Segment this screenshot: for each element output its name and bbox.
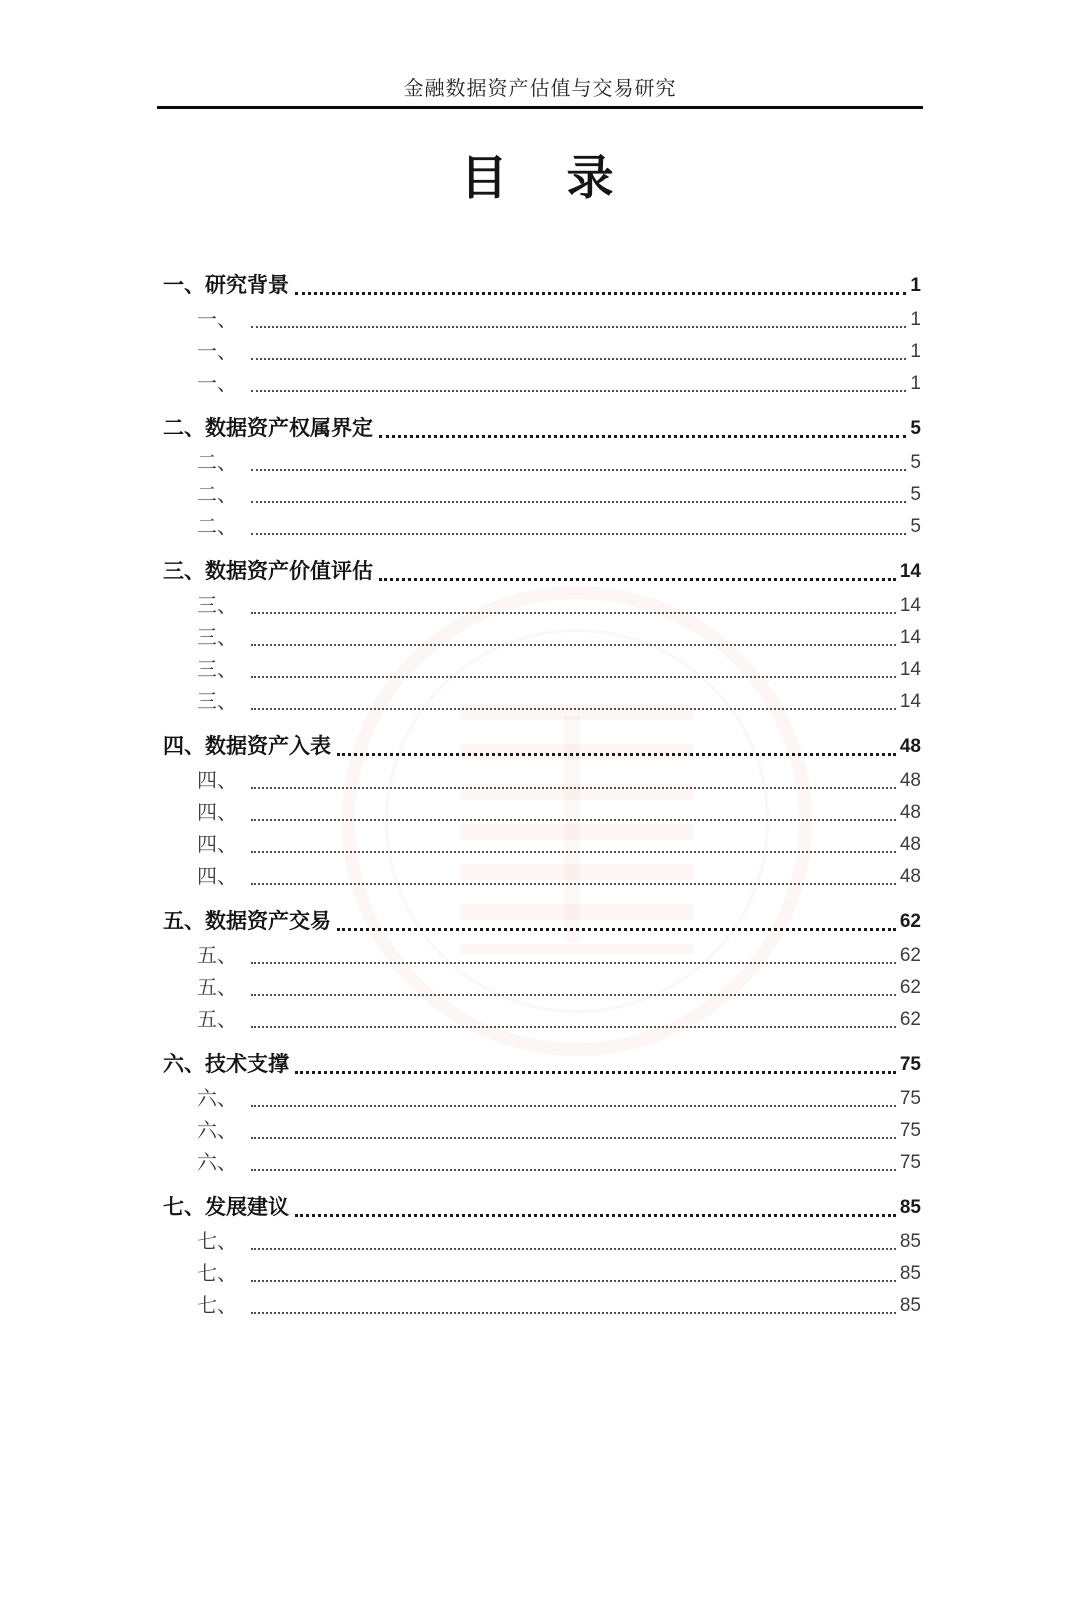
dot-leader <box>251 1248 896 1250</box>
page-title: 目 录 <box>460 151 620 204</box>
toc-item-row <box>163 1147 921 1179</box>
toc-section-page-number: 5 <box>910 418 921 439</box>
dot-leader <box>251 994 896 996</box>
dot-leader <box>295 292 906 295</box>
toc-item-page-number: 85 <box>899 1295 921 1316</box>
toc-item-row <box>163 336 921 368</box>
toc-item-page-number: 85 <box>899 1231 921 1252</box>
toc-item-number: 三、 <box>197 595 237 617</box>
toc-section <box>163 1049 921 1179</box>
toc-item-number: 四、 <box>197 802 237 824</box>
dot-leader <box>295 1071 896 1074</box>
toc-item-number: 六、 <box>197 1120 237 1142</box>
toc-item-number: 七、 <box>197 1231 237 1253</box>
toc-items <box>163 447 921 543</box>
toc-item-number: 二、 <box>197 516 237 538</box>
toc-section-page-number: 14 <box>899 561 921 582</box>
dot-leader <box>295 1214 896 1217</box>
toc-item-number: 四、 <box>197 770 237 792</box>
toc-section-title: 技术支撑 <box>205 1053 289 1076</box>
toc-section-page-number: 75 <box>899 1054 921 1075</box>
toc-item-page-number: 5 <box>910 452 921 473</box>
toc-item-number: 三、 <box>197 659 237 681</box>
toc-section-title: 发展建议 <box>205 1196 289 1219</box>
toc-item-number: 三、 <box>197 691 237 713</box>
toc-section-number: 六、 <box>163 1053 205 1076</box>
toc-section-title: 数据资产权属界定 <box>205 417 373 440</box>
toc-item-number: 六、 <box>197 1088 237 1110</box>
toc-section <box>163 413 921 543</box>
toc-item-page-number: 48 <box>899 802 921 823</box>
toc-item-page-number: 5 <box>910 516 921 537</box>
toc-items <box>163 304 921 400</box>
dot-leader <box>379 435 906 438</box>
toc-item-row <box>163 765 921 797</box>
toc-item-row <box>163 654 921 686</box>
dot-leader <box>251 533 906 535</box>
toc-section-number: 三、 <box>163 560 205 583</box>
toc-items <box>163 590 921 718</box>
toc-section-row <box>163 556 921 588</box>
dot-leader <box>251 708 896 710</box>
toc-item-row <box>163 511 921 543</box>
toc-item-row <box>163 447 921 479</box>
toc-item-page-number: 62 <box>899 977 921 998</box>
toc-item-row <box>163 940 921 972</box>
toc-section-number: 七、 <box>163 1196 205 1219</box>
toc-item-row <box>163 304 921 336</box>
toc-section-title: 数据资产价值评估 <box>205 560 373 583</box>
dot-leader <box>251 676 896 678</box>
toc-item-page-number: 85 <box>899 1263 921 1284</box>
toc-item-row <box>163 797 921 829</box>
dot-leader <box>251 469 906 471</box>
dot-leader <box>251 787 896 789</box>
dot-leader <box>337 753 896 756</box>
toc-item-row <box>163 368 921 400</box>
toc-section-row <box>163 1049 921 1081</box>
toc-item-page-number: 14 <box>899 691 921 712</box>
toc-item-number: 五、 <box>197 977 237 999</box>
toc-section-row <box>163 731 921 763</box>
toc-item-page-number: 5 <box>910 484 921 505</box>
toc-section <box>163 270 921 400</box>
toc-item-row <box>163 479 921 511</box>
toc-section-number: 四、 <box>163 735 205 758</box>
table-of-contents <box>157 270 923 1322</box>
dot-leader <box>251 390 906 392</box>
toc-section-number: 二、 <box>163 417 205 440</box>
dot-leader <box>337 928 896 931</box>
toc-item-number: 一、 <box>197 309 237 331</box>
toc-item-row <box>163 686 921 718</box>
toc-item-page-number: 48 <box>899 866 921 887</box>
dot-leader <box>251 1026 896 1028</box>
dot-leader <box>251 1137 896 1139</box>
toc-section <box>163 731 921 893</box>
toc-item-row <box>163 622 921 654</box>
toc-section-page-number: 62 <box>899 911 921 932</box>
toc-item-number: 四、 <box>197 866 237 888</box>
toc-item-number: 五、 <box>197 945 237 967</box>
toc-item-row <box>163 972 921 1004</box>
toc-item-row <box>163 861 921 893</box>
toc-item-row <box>163 1115 921 1147</box>
toc-item-number: 二、 <box>197 452 237 474</box>
dot-leader <box>251 358 906 360</box>
toc-items <box>163 1083 921 1179</box>
toc-item-page-number: 1 <box>910 309 921 330</box>
dot-leader <box>251 612 896 614</box>
toc-items <box>163 940 921 1036</box>
toc-section-row <box>163 1192 921 1224</box>
toc-item-page-number: 75 <box>899 1088 921 1109</box>
toc-section-page-number: 1 <box>910 275 921 296</box>
document-page <box>0 72 1080 1322</box>
toc-item-number: 一、 <box>197 373 237 395</box>
dot-leader <box>251 644 896 646</box>
toc-item-page-number: 14 <box>899 595 921 616</box>
toc-section-number: 五、 <box>163 910 205 933</box>
toc-item-number: 四、 <box>197 834 237 856</box>
dot-leader <box>251 326 906 328</box>
toc-item-row <box>163 1226 921 1258</box>
toc-item-page-number: 75 <box>899 1152 921 1173</box>
dot-leader <box>251 819 896 821</box>
toc-item-number: 一、 <box>197 341 237 363</box>
header-divider <box>157 106 923 109</box>
toc-item-page-number: 62 <box>899 1009 921 1030</box>
running-header-title: 金融数据资产估值与交易研究 <box>403 78 677 100</box>
dot-leader <box>251 962 896 964</box>
toc-section <box>163 906 921 1036</box>
toc-item-number: 二、 <box>197 484 237 506</box>
toc-item-page-number: 75 <box>899 1120 921 1141</box>
toc-item-number: 五、 <box>197 1009 237 1031</box>
toc-section-title: 数据资产入表 <box>205 735 331 758</box>
toc-section <box>163 556 921 718</box>
dot-leader <box>251 1169 896 1171</box>
toc-section-page-number: 85 <box>899 1197 921 1218</box>
toc-item-row <box>163 1258 921 1290</box>
toc-item-page-number: 1 <box>910 373 921 394</box>
dot-leader <box>251 883 896 885</box>
toc-item-row <box>163 1290 921 1322</box>
toc-item-number: 三、 <box>197 627 237 649</box>
toc-items <box>163 1226 921 1322</box>
toc-item-page-number: 48 <box>899 834 921 855</box>
dot-leader <box>251 851 896 853</box>
toc-section-number: 一、 <box>163 274 205 297</box>
toc-section-title: 数据资产交易 <box>205 910 331 933</box>
toc-section-row <box>163 413 921 445</box>
dot-leader <box>379 578 896 581</box>
toc-item-number: 六、 <box>197 1152 237 1174</box>
dot-leader <box>251 1280 896 1282</box>
toc-item-page-number: 14 <box>899 627 921 648</box>
toc-section-row <box>163 906 921 938</box>
dot-leader <box>251 1312 896 1314</box>
toc-item-row <box>163 1004 921 1036</box>
toc-item-page-number: 48 <box>899 770 921 791</box>
toc-section-row <box>163 270 921 302</box>
toc-item-number: 七、 <box>197 1295 237 1317</box>
toc-section <box>163 1192 921 1322</box>
toc-item-page-number: 1 <box>910 341 921 362</box>
toc-item-number: 七、 <box>197 1263 237 1285</box>
toc-item-page-number: 62 <box>899 945 921 966</box>
toc-item-row <box>163 590 921 622</box>
toc-items <box>163 765 921 893</box>
toc-item-row <box>163 829 921 861</box>
toc-item-page-number: 14 <box>899 659 921 680</box>
toc-section-page-number: 48 <box>899 736 921 757</box>
dot-leader <box>251 1105 896 1107</box>
toc-section-title: 研究背景 <box>205 274 289 297</box>
toc-item-row <box>163 1083 921 1115</box>
dot-leader <box>251 501 906 503</box>
